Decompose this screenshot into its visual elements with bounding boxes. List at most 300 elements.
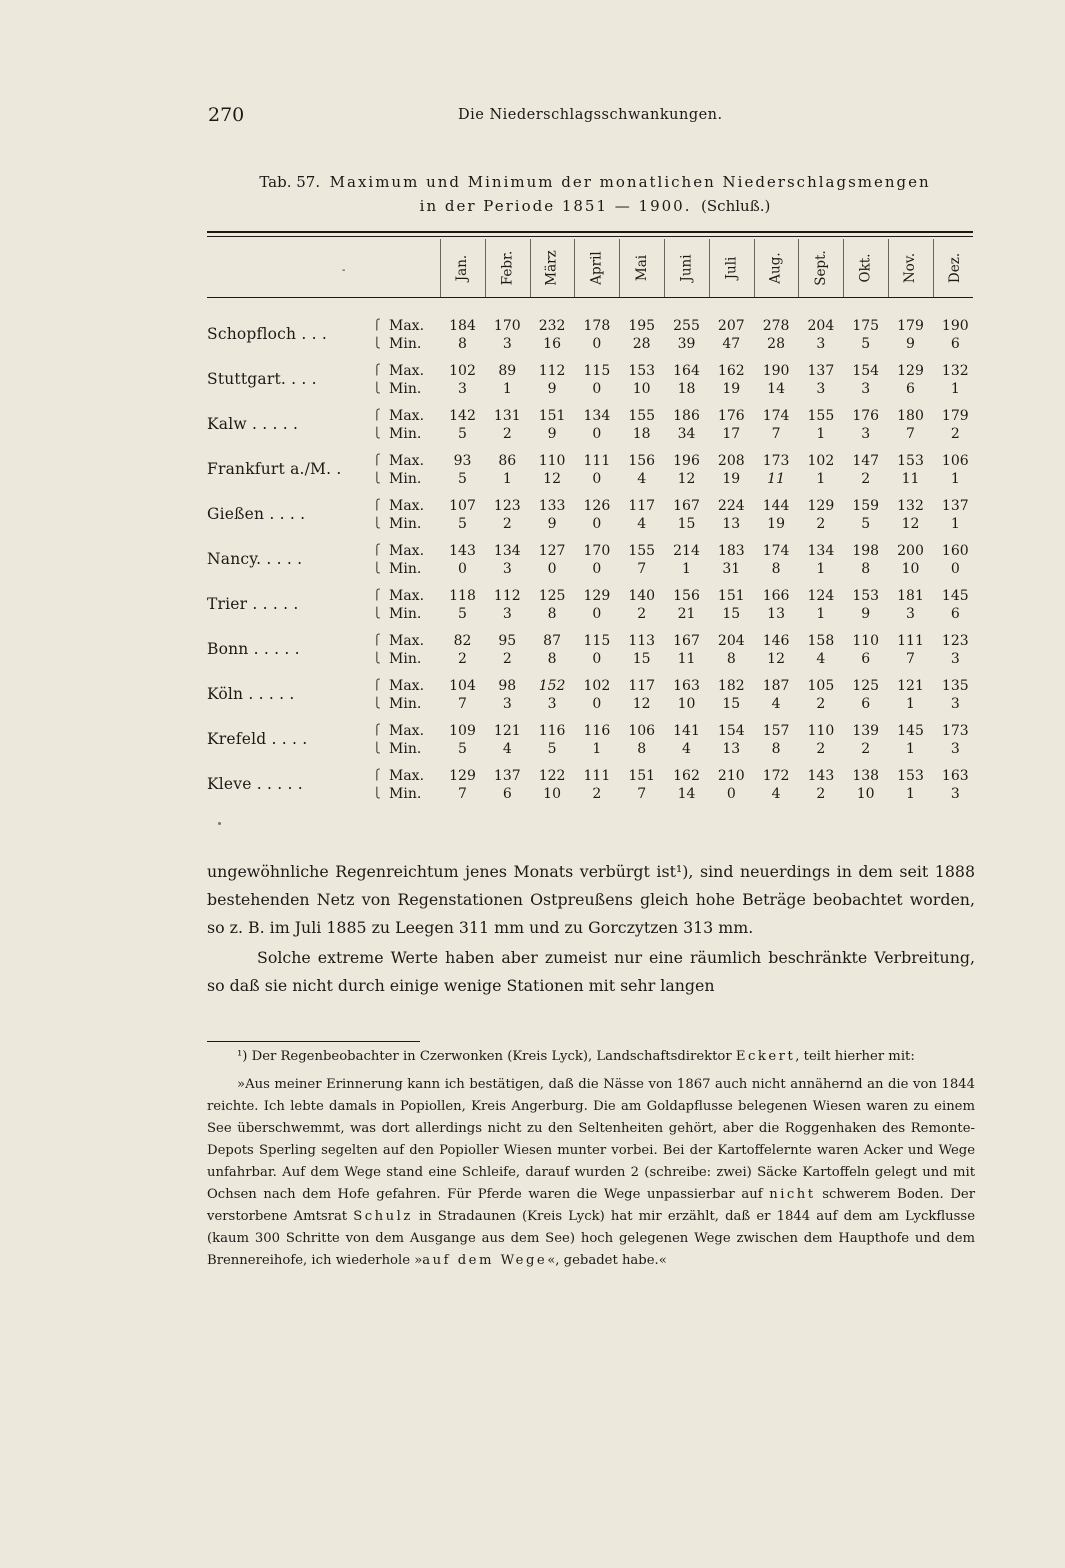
min-label: Min.	[389, 696, 422, 712]
quote-emphasis: auf dem Wege	[422, 1253, 548, 1268]
value-cell: 110	[538, 453, 566, 469]
month-header	[798, 243, 843, 293]
value-cell: 163	[941, 768, 969, 784]
value-cell: 2	[637, 606, 647, 622]
quote-name: Schulz	[353, 1209, 413, 1224]
value-cell: 105	[807, 678, 835, 694]
value-cell: 155	[628, 543, 656, 559]
value-cell: 6	[861, 651, 871, 667]
value-cell: 3	[950, 786, 960, 802]
value-cell: 232	[538, 318, 566, 334]
caption-label: Tab. 57.	[259, 173, 321, 191]
station-name: Gießen . . . .	[207, 505, 306, 523]
value-cell: 2	[816, 741, 826, 757]
value-cell: 2	[592, 786, 602, 802]
value-cell: 113	[628, 633, 656, 649]
value-cell: 34	[677, 426, 696, 442]
value-cell: 200	[897, 543, 924, 559]
value-cell: 1	[906, 741, 915, 757]
value-cell: 160	[941, 543, 969, 559]
value-cell: 190	[762, 363, 790, 379]
value-cell: 146	[762, 633, 790, 649]
value-cell: 140	[628, 588, 656, 604]
value-cell: 6	[861, 696, 871, 712]
min-label: Min.	[389, 381, 422, 397]
value-cell: 174	[762, 408, 790, 424]
value-cell: 10	[677, 696, 696, 712]
value-cell: 132	[897, 498, 924, 514]
station-name: Trier . . . . .	[207, 595, 299, 613]
month-header	[664, 243, 709, 293]
month-header	[619, 243, 664, 293]
value-cell: 184	[449, 318, 476, 334]
value-cell: 4	[682, 741, 691, 757]
value-cell: 167	[673, 498, 700, 514]
max-label: Max.	[389, 633, 425, 649]
value-cell: 102	[583, 678, 611, 694]
value-cell: 9	[547, 516, 557, 532]
brace-top: ⎧	[373, 410, 381, 421]
value-cell: 6	[502, 786, 512, 802]
station-name: Krefeld . . . .	[207, 730, 308, 748]
row-brace	[373, 587, 381, 623]
value-cell: 2	[861, 471, 871, 487]
value-cell: 4	[637, 471, 647, 487]
value-cell: 121	[897, 678, 924, 694]
value-cell: 8	[547, 651, 557, 667]
row-brace	[373, 632, 381, 668]
body-paragraph: ungewöhnliche Regenreichtum jenes Monats verbürgt ist¹), sind neuerdings in dem seit 1888 bestehenden Netz von Regenstationen Ostpreußens gleich hohe Beträge beobachtet worden, so z. B. im Juli 1885 zu Leegen 311 mm und zu Gorczytzen 313 mm.	[207, 862, 975, 937]
max-label: Max.	[389, 768, 425, 784]
value-cell: 174	[762, 543, 790, 559]
value-cell: 3	[950, 651, 960, 667]
month-header	[888, 243, 933, 293]
value-cell: 2	[502, 516, 512, 532]
value-cell: 13	[722, 741, 741, 757]
station-name: Stuttgart. . . .	[207, 370, 317, 388]
caption-line-2	[200, 194, 990, 218]
table-rule-header	[207, 297, 973, 298]
max-label: Max.	[389, 678, 425, 694]
value-cell: 141	[673, 723, 700, 739]
value-cell: 6	[950, 336, 960, 352]
quote-emphasis: nicht	[769, 1187, 816, 1202]
value-cell: 10	[632, 381, 651, 397]
value-cell: 7	[906, 651, 915, 667]
brace-top: ⎧	[373, 320, 381, 331]
value-cell: 31	[722, 561, 741, 577]
value-cell: 16	[543, 336, 561, 352]
value-cell: 131	[493, 408, 521, 424]
value-cell: 3	[502, 696, 512, 712]
value-cell: 0	[592, 516, 602, 532]
value-cell: 47	[722, 336, 741, 352]
value-cell: 155	[807, 408, 835, 424]
value-cell: 5	[458, 741, 467, 757]
station-name: Bonn . . . . .	[207, 640, 300, 658]
value-cell: 1	[816, 606, 826, 622]
value-cell: 115	[583, 633, 611, 649]
value-cell: 7	[458, 786, 467, 802]
month-header-label: März	[544, 250, 561, 286]
value-cell: 123	[941, 633, 969, 649]
value-cell: 102	[807, 453, 835, 469]
running-title: Die Niederschlagsschwankungen.	[458, 107, 723, 123]
value-cell: 3	[816, 336, 826, 352]
value-cell: 0	[592, 606, 602, 622]
value-cell: 8	[726, 651, 736, 667]
month-header-label: Juni	[678, 254, 695, 282]
brace-top: ⎧	[373, 680, 381, 691]
footnote-lead	[207, 1046, 975, 1068]
value-cell: 137	[941, 498, 969, 514]
value-cell: 106	[941, 453, 969, 469]
value-cell: 5	[458, 516, 467, 532]
value-cell: 7	[771, 426, 781, 442]
value-cell: 134	[493, 543, 521, 559]
value-cell: 12	[543, 471, 561, 487]
value-cell: 175	[852, 318, 880, 334]
value-cell: 158	[807, 633, 835, 649]
value-cell: 18	[632, 426, 651, 442]
value-cell: 9	[861, 606, 871, 622]
min-label: Min.	[389, 741, 422, 757]
value-cell: 278	[762, 318, 790, 334]
month-header-label: Mai	[633, 254, 650, 282]
max-label: Max.	[389, 723, 425, 739]
value-cell: 176	[717, 408, 745, 424]
value-cell: 5	[458, 426, 467, 442]
value-cell: 156	[673, 588, 700, 604]
value-cell: 17	[722, 426, 741, 442]
month-header-label: Sept.	[812, 250, 829, 286]
value-cell: 214	[673, 543, 700, 559]
table-row	[207, 767, 973, 807]
value-cell: 112	[493, 588, 521, 604]
value-cell: 151	[538, 408, 566, 424]
value-cell: 224	[717, 498, 745, 514]
quote-part: in Stradaunen (Kreis Lyck) hat mir erzählt, daß er 1844 auf dem am Lyckflusse (kaum 300 Schritte von dem Ausgange aus dem See) hoch gelegenen Wege zwischen dem Haupthofe und dem Brennereihofe, ich wiederhole »	[207, 1209, 976, 1268]
min-label: Min.	[389, 786, 422, 802]
station-name: Nancy. . . . .	[207, 550, 303, 568]
max-label: Max.	[389, 543, 425, 559]
caption-line-1	[200, 170, 990, 194]
value-cell: 6	[906, 381, 915, 397]
value-cell: 1	[682, 561, 691, 577]
value-cell: 183	[717, 543, 745, 559]
value-cell: 2	[861, 741, 871, 757]
value-cell: 117	[628, 678, 656, 694]
value-cell: 3	[861, 426, 871, 442]
value-cell: 170	[493, 318, 521, 334]
value-cell: 129	[807, 498, 835, 514]
min-label: Min.	[389, 516, 422, 532]
value-cell: 7	[906, 426, 915, 442]
caption-main: Maximum und Minimum der monatlichen Niederschlagsmengen	[329, 173, 931, 191]
value-cell: 7	[637, 561, 647, 577]
value-cell: 82	[453, 633, 472, 649]
value-cell: 1	[816, 426, 826, 442]
value-cell: 180	[897, 408, 924, 424]
station-name: Kalw . . . . .	[207, 415, 299, 433]
value-cell: 164	[673, 363, 700, 379]
value-cell: 0	[592, 561, 602, 577]
value-cell: 139	[852, 723, 880, 739]
value-cell: 3	[950, 696, 960, 712]
table-rule-top-thin	[207, 236, 973, 237]
value-cell: 162	[717, 363, 745, 379]
value-cell: 207	[717, 318, 745, 334]
value-cell: 93	[453, 453, 472, 469]
month-header-label: Juli	[723, 256, 740, 280]
value-cell: 153	[852, 588, 880, 604]
value-cell: 170	[583, 543, 611, 559]
stub-head-mark: -	[342, 265, 346, 276]
brace-top: ⎧	[373, 545, 381, 556]
station-name: Frankfurt a./M. .	[207, 460, 342, 478]
value-cell: 134	[807, 543, 835, 559]
value-cell: 159	[852, 498, 880, 514]
value-cell: 186	[673, 408, 700, 424]
value-cell: 39	[677, 336, 696, 352]
value-cell: 1	[906, 696, 915, 712]
value-cell: 126	[583, 498, 611, 514]
brace-bottom: ⎩	[373, 653, 381, 664]
table-row	[207, 317, 973, 357]
max-label: Max.	[389, 318, 425, 334]
quote-part: »Aus meiner Erinnerung kann ich bestätigen, daß die Nässe von 1867 auch nicht annähernd an die von 1844 reichte. Ich lebte damals in Popiollen, Kreis Angerburg. Die am Goldapflusse belegenen Wiesen waren zu einem See überschwemmt, was dort allerdings nicht zu den Seltenheiten gehört, aber die Roggenhaken des Remonte-Depots Sperling segelten auf den Popioller Wiesen munter vorbei. Bei der Kartoffelernte waren Acker und Wege unfahrbar. Auf dem Wege stand eine Schleife, darauf wurden 2 (schreibe: zwei) Säcke Kartoffeln gelegt und mit Ochsen nach dem Hofe gefahren. Für Pferde waren die Wege unpassierbar auf	[207, 1077, 975, 1202]
station-name: Köln . . . . .	[207, 685, 295, 703]
value-cell: 112	[538, 363, 566, 379]
value-cell: 178	[583, 318, 611, 334]
table-row	[207, 362, 973, 402]
value-cell: 153	[628, 363, 656, 379]
min-label: Min.	[389, 336, 422, 352]
brace-bottom: ⎩	[373, 338, 381, 349]
brace-bottom: ⎩	[373, 473, 381, 484]
value-cell: 19	[722, 381, 741, 397]
brace-top: ⎧	[373, 590, 381, 601]
value-cell: 98	[498, 678, 517, 694]
value-cell: 4	[771, 786, 781, 802]
value-cell: 0	[592, 336, 602, 352]
value-cell: 104	[449, 678, 476, 694]
value-cell: 2	[502, 651, 512, 667]
month-header-label: Febr.	[499, 250, 516, 286]
value-cell: 111	[583, 768, 611, 784]
table-row	[207, 677, 973, 717]
footnote-lead-end: , teilt hierher mit:	[795, 1049, 915, 1064]
value-cell: 145	[941, 588, 969, 604]
value-cell: 4	[502, 741, 512, 757]
table-row	[207, 407, 973, 447]
value-cell: 5	[458, 606, 467, 622]
value-cell: 10	[856, 786, 875, 802]
month-header-label: Okt.	[857, 253, 874, 283]
value-cell: 9	[547, 381, 557, 397]
table-caption	[200, 170, 990, 218]
print-speck	[218, 822, 221, 825]
value-cell: 173	[941, 723, 969, 739]
month-header-label: Nov.	[902, 252, 919, 284]
value-cell: 13	[722, 516, 741, 532]
value-cell: 0	[592, 651, 602, 667]
value-cell: 9	[906, 336, 915, 352]
value-cell: 3	[502, 336, 512, 352]
quote-part: schwerem Boden. Der verstorbene Amtsrat	[207, 1187, 976, 1224]
value-cell: 3	[547, 696, 557, 712]
value-cell: 3	[861, 381, 871, 397]
station-name: Kleve . . . . .	[207, 775, 303, 793]
value-cell: 28	[767, 336, 785, 352]
value-cell: 10	[543, 786, 561, 802]
footnote	[207, 1046, 975, 1272]
value-cell: 2	[816, 516, 826, 532]
value-cell: 129	[583, 588, 611, 604]
month-header	[574, 243, 619, 293]
value-cell: 87	[543, 633, 561, 649]
value-cell: 15	[722, 606, 741, 622]
value-cell: 14	[767, 381, 785, 397]
value-cell: 3	[816, 381, 826, 397]
value-cell: 125	[538, 588, 566, 604]
value-cell: 143	[449, 543, 476, 559]
value-cell: 5	[458, 471, 467, 487]
month-header	[440, 243, 485, 293]
value-cell: 7	[637, 786, 647, 802]
value-cell: 19	[722, 471, 741, 487]
value-cell: 5	[547, 741, 557, 757]
value-cell: 5	[861, 336, 871, 352]
max-label: Max.	[389, 408, 425, 424]
max-label: Max.	[389, 588, 425, 604]
row-brace	[373, 497, 381, 533]
value-cell: 137	[807, 363, 835, 379]
brace-bottom: ⎩	[373, 788, 381, 799]
value-cell: 0	[950, 561, 960, 577]
value-cell: 12	[632, 696, 651, 712]
value-cell: 187	[762, 678, 790, 694]
value-cell: 2	[950, 426, 960, 442]
value-cell: 14	[677, 786, 696, 802]
min-label: Min.	[389, 561, 422, 577]
brace-bottom: ⎩	[373, 383, 381, 394]
value-cell: 135	[941, 678, 969, 694]
row-brace	[373, 452, 381, 488]
value-cell: 8	[771, 741, 781, 757]
value-cell: 167	[673, 633, 700, 649]
max-label: Max.	[389, 453, 425, 469]
value-cell: 12	[901, 516, 920, 532]
brace-top: ⎧	[373, 635, 381, 646]
value-cell: 6	[950, 606, 960, 622]
value-cell: 1	[502, 381, 512, 397]
value-cell: 7	[458, 696, 467, 712]
page-number: 270	[208, 104, 245, 126]
value-cell: 129	[897, 363, 924, 379]
value-cell: 162	[673, 768, 700, 784]
value-cell: 127	[538, 543, 566, 559]
caption-period: in der Periode 1851 — 1900.	[419, 197, 692, 215]
value-cell: 8	[861, 561, 871, 577]
row-brace	[373, 767, 381, 803]
value-cell: 190	[941, 318, 969, 334]
value-cell: 10	[901, 561, 920, 577]
value-cell: 1	[950, 381, 960, 397]
value-cell: 153	[897, 768, 924, 784]
value-cell: 129	[449, 768, 476, 784]
value-cell: 145	[897, 723, 924, 739]
value-cell: 0	[592, 426, 602, 442]
value-cell: 102	[449, 363, 476, 379]
table-row	[207, 542, 973, 582]
row-brace	[373, 722, 381, 758]
brace-bottom: ⎩	[373, 608, 381, 619]
value-cell: 154	[717, 723, 745, 739]
value-cell: 13	[767, 606, 785, 622]
footnote-name: Eckert	[735, 1049, 796, 1064]
value-cell: 156	[628, 453, 656, 469]
brace-top: ⎧	[373, 725, 381, 736]
value-cell: 89	[498, 363, 517, 379]
value-cell: 121	[493, 723, 521, 739]
month-header-label: Aug.	[768, 252, 785, 284]
min-label: Min.	[389, 426, 422, 442]
max-label: Max.	[389, 363, 425, 379]
brace-bottom: ⎩	[373, 563, 381, 574]
value-cell: 132	[941, 363, 969, 379]
value-cell: 198	[852, 543, 880, 559]
value-cell: 0	[592, 696, 602, 712]
value-cell: 3	[950, 741, 960, 757]
value-cell: 155	[628, 408, 656, 424]
value-cell: 15	[722, 696, 741, 712]
value-cell: 4	[816, 651, 826, 667]
value-cell: 0	[592, 471, 602, 487]
value-cell: 143	[807, 768, 835, 784]
running-head	[206, 104, 976, 132]
table-row	[207, 632, 973, 672]
value-cell: 1	[816, 471, 826, 487]
value-cell: 166	[762, 588, 790, 604]
value-cell: 11	[901, 471, 920, 487]
month-header-label: Jan.	[454, 254, 471, 282]
table-row	[207, 497, 973, 537]
value-cell: 144	[762, 498, 790, 514]
value-cell: 1	[950, 471, 960, 487]
value-cell: 110	[852, 633, 880, 649]
footnote-quote	[207, 1074, 975, 1272]
value-cell: 1	[950, 516, 960, 532]
value-cell: 0	[726, 786, 736, 802]
min-label: Min.	[389, 471, 422, 487]
value-cell: 2	[816, 696, 826, 712]
value-cell: 154	[852, 363, 880, 379]
quote-part: «, gebadet habe.«	[547, 1253, 667, 1268]
table-row	[207, 587, 973, 627]
row-brace	[373, 677, 381, 713]
body-text	[207, 858, 975, 1000]
table-row	[207, 452, 973, 492]
value-cell: 138	[852, 768, 880, 784]
body-paragraph: Solche extreme Werte haben aber zumeist nur eine räumlich beschränkte Verbreitung, so daß sie nicht durch einige wenige Stationen mit sehr langen	[207, 948, 975, 995]
value-cell: 124	[807, 588, 835, 604]
value-cell: 1	[592, 741, 602, 757]
value-cell: 152	[538, 678, 566, 694]
brace-bottom: ⎩	[373, 518, 381, 529]
month-header	[933, 243, 978, 293]
value-cell: 173	[762, 453, 790, 469]
